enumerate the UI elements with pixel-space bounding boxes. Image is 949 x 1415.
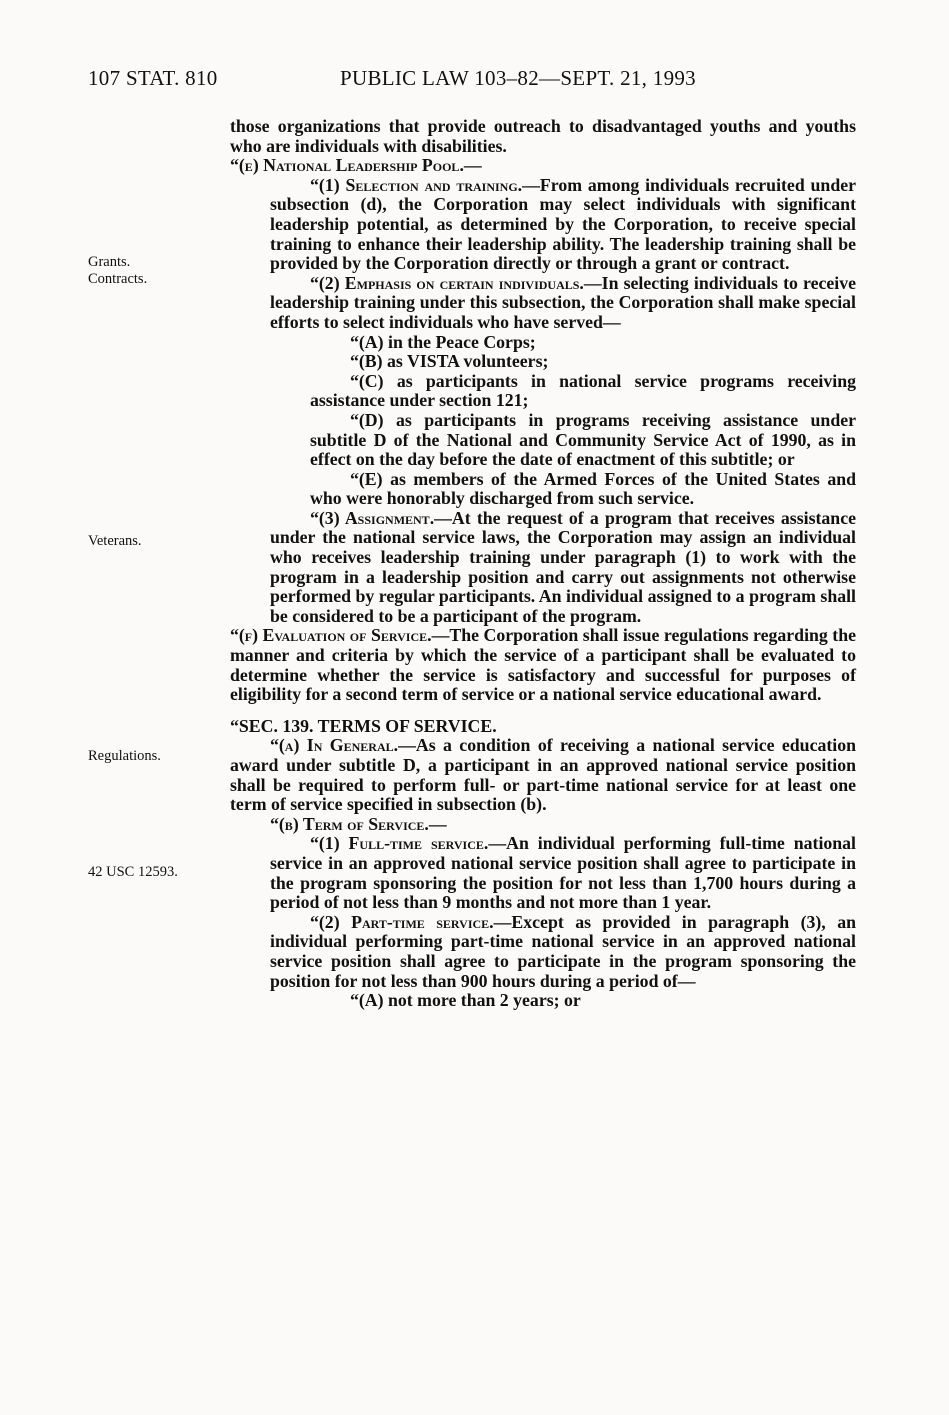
margin-note-usc: 42 USC 12593. [88,864,178,880]
running-header: PUBLIC LAW 103–82—SEPT. 21, 1993 [340,66,696,90]
margin-note-veterans: Veterans. [88,533,142,549]
paragraph-b2-text: —Except as provided in paragraph (3), an individual performing part-time national service in an approved national service position shall agree to participate in the program sponsoring the position for not less than 900 hours during a period of— [270,911,856,991]
body-text [230,117,856,1011]
section-139-heading: “SEC. 139. TERMS OF SERVICE. [230,715,497,736]
paragraph-e3 [230,509,856,627]
paragraph-b1-title: “(1) Full-time service. [310,833,489,854]
paragraph-e1 [230,176,856,274]
paragraph-b2-title: “(2) Part-time service. [310,911,494,932]
paragraph-e2-text: —In selecting individuals to receive leadership training under this subsection, the Corporation shall make special efforts to select individuals who have served— [270,272,856,332]
paragraph-e2 [230,274,856,333]
paragraph-e1-title: “(1) Selection and training. [310,174,523,195]
clause-e-c: “(C) as participants in national service programs receiving assistance under section 121; [310,370,856,411]
subsection-f [230,626,856,704]
subsection-e-heading [230,156,856,176]
subsection-a [230,736,856,814]
paragraph-b1 [230,834,856,912]
subsection-f-text: —The Corporation shall issue regulations regarding the manner and criteria by which the service of a participant shall be evaluated to determine whether the service is satisfactory and successful for purposes of eligibility for a second term of service or a national service educational award. [230,625,856,705]
subsection-b-heading [230,815,856,835]
clause-e-e: “(E) as members of the Armed Forces of the United States and who were honorably discharged from such service. [310,468,856,509]
paragraph-e2-title: “(2) Emphasis on certain individuals. [310,272,584,293]
paragraph-continuation: those organizations that provide outreach to disadvantaged youths and youths who are individuals with disabilities. [230,116,856,156]
page-number-header: 107 STAT. 810 [88,66,218,90]
paragraph-e3-text: —At the request of a program that receives assistance under the national service laws, the Corporation may assign an individual who receives leadership training under paragraph (1) to work with the program in a leadership position and carry out assignments not otherwise performed by regular participants. An individual assigned to a program shall be considered to be a participant of the program. [270,507,856,626]
margin-note-regulations: Regulations. [88,748,161,764]
margin-note-contracts: Contracts. [88,271,148,287]
clause-b-a: “(A) not more than 2 years; or [350,990,581,1011]
paragraph-b1-text: —An individual performing full-time national service in an approved national service position shall agree to participate in the program sponsoring the position for not less than 1,700 hours during a period of not less than 9 months and not more than 1 year. [270,833,856,913]
paragraph-b2 [230,913,856,991]
clause-e-b: “(B) as VISTA volunteers; [350,351,549,372]
paragraph-e3-title: “(3) Assignment. [310,507,435,528]
subsection-a-title: “(a) In General. [270,735,399,756]
subsection-b-title: “(b) Term of Service.— [270,813,447,834]
paragraph-e1-text: —From among individuals recruited under subsection (d), the Corporation may select individuals with significant leadership potential, as determined by the Corporation, to receive special training to enhance their leadership ability. The leadership training shall be provided by the Corporation directly or through a grant or contract. [270,174,856,274]
subsection-e-title: “(e) National Leadership Pool.— [230,155,482,176]
subsection-f-title: “(f) Evaluation of Service. [230,625,432,646]
clause-e-a: “(A) in the Peace Corps; [350,331,536,352]
margin-note-grants: Grants. [88,254,131,270]
subsection-a-text: —As a condition of receiving a national service education award under subtitle D, a participant in an approved national service position shall be required to perform full- or part-time national service for at least one term of service specified in subsection (b). [230,735,856,815]
clause-e-d: “(D) as participants in programs receiving assistance under subtitle D of the National and Community Service Act of 1990, as in effect on the day before the date of enactment of this subtitle; or [310,409,856,470]
